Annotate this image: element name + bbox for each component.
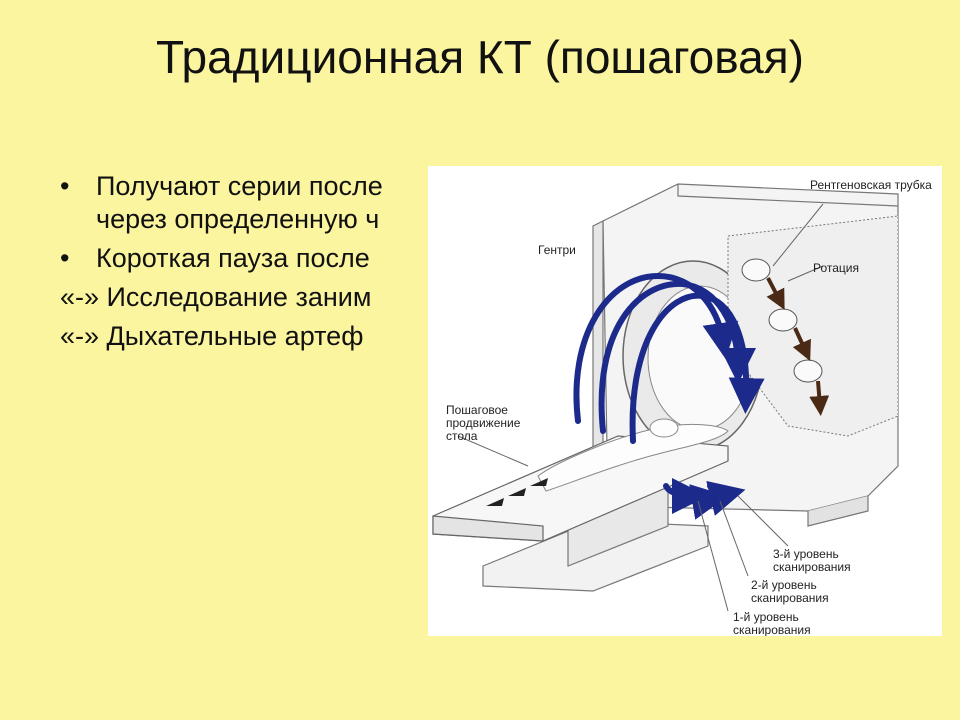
con-line-2: «-» Дыхательные артеф <box>60 321 364 351</box>
label-xray-tube: Рентгеновская трубка <box>810 178 932 192</box>
label-level-1-line-2: сканирования <box>733 623 811 636</box>
bullet-1-line-1: Получают серии после <box>96 171 383 201</box>
label-level-2-line-2: сканирования <box>751 591 829 605</box>
bullet-item-1 <box>60 170 440 236</box>
bullet-item-2 <box>60 242 440 275</box>
bullet-1-line-2: через определенную ч <box>96 204 380 234</box>
label-table-move-1: Пошаговое <box>446 403 508 417</box>
label-level-3-line-1: 3-й уровень <box>773 547 839 561</box>
slide-title: Традиционная КТ (пошаговая) <box>156 31 804 83</box>
bullet-dot: • <box>60 171 70 201</box>
bullet-2-line-1: Короткая пауза после <box>96 243 370 273</box>
con-line-1: «-» Исследование заним <box>60 282 372 312</box>
label-level-1-line-1: 1-й уровень <box>733 610 799 624</box>
label-rotation: Ротация <box>813 261 859 275</box>
label-table-move-3: стола <box>446 429 478 443</box>
label-table-move-2: продвижение <box>446 416 521 430</box>
ct-scanner-figure <box>428 166 942 636</box>
label-level-3-line-2: сканирования <box>773 560 851 574</box>
ct-scanner-drawing <box>428 166 942 636</box>
bullet-dot: • <box>60 243 70 273</box>
label-gantry: Гентри <box>538 243 576 257</box>
label-level-2-line-1: 2-й уровень <box>751 578 817 592</box>
bullet-list <box>60 170 440 359</box>
